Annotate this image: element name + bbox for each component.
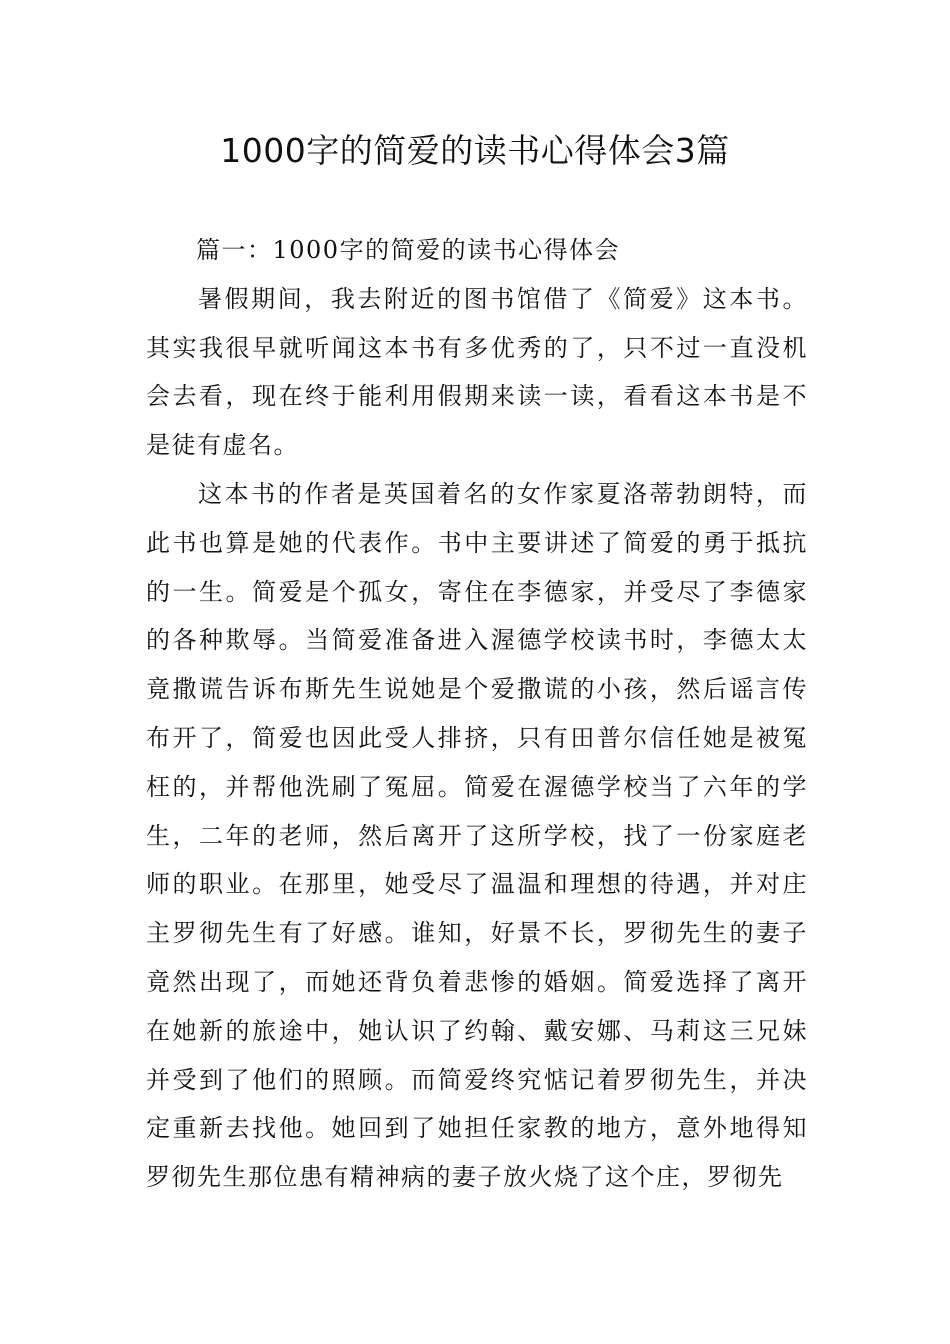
paragraph: 暑假期间，我去附近的图书馆借了《简爱》这本书。其实我很早就听闻这本书有多优秀的了，只不过一直没机会去看，现在终于能利用假期来读一读，看看这本书是不是徒有虚名。 xyxy=(146,284,808,460)
section-heading: 篇一：1000字的简爱的读书心得体会 xyxy=(196,236,621,264)
document-body xyxy=(146,226,808,1202)
paragraph: 这本书的作者是英国着名的女作家夏洛蒂勃朗特，而此书也算是她的代表作。书中主要讲述了简爱的勇于抵抗的一生。简爱是个孤女，寄住在李德家，并受尽了李德家的各种欺辱。当简爱准备进入渥德学校读书时，李德太太竟撒谎告诉布斯先生说她是个爱撒谎的小孩，然后谣言传布开了，简爱也因此受人排挤，只有田普尔信任她是被冤枉的，并帮他洗刷了冤屈。简爱在渥德学校当了六年的学生，二年的老师，然后离开了这所学校，找了一份家庭老师的职业。在那里，她受尽了温温和理想的待遇，并对庄主罗彻先生有了好感。谁知，好景不长，罗彻先生的妻子竟然出现了，而她还背负着悲惨的婚姻。简爱选择了离开在她新的旅途中，她认识了约翰、戴安娜、马莉这三兄妹并受到了他们的照顾。而简爱终究惦记着罗彻先生，并决定重新去找他。她回到了她担任家教的地方，意外地得知罗彻先生那位患有精神病的妻子放火烧了这个庄，罗彻先 xyxy=(146,479,808,1192)
document-title: 1000字的简爱的读书心得体会3篇 xyxy=(220,131,730,170)
